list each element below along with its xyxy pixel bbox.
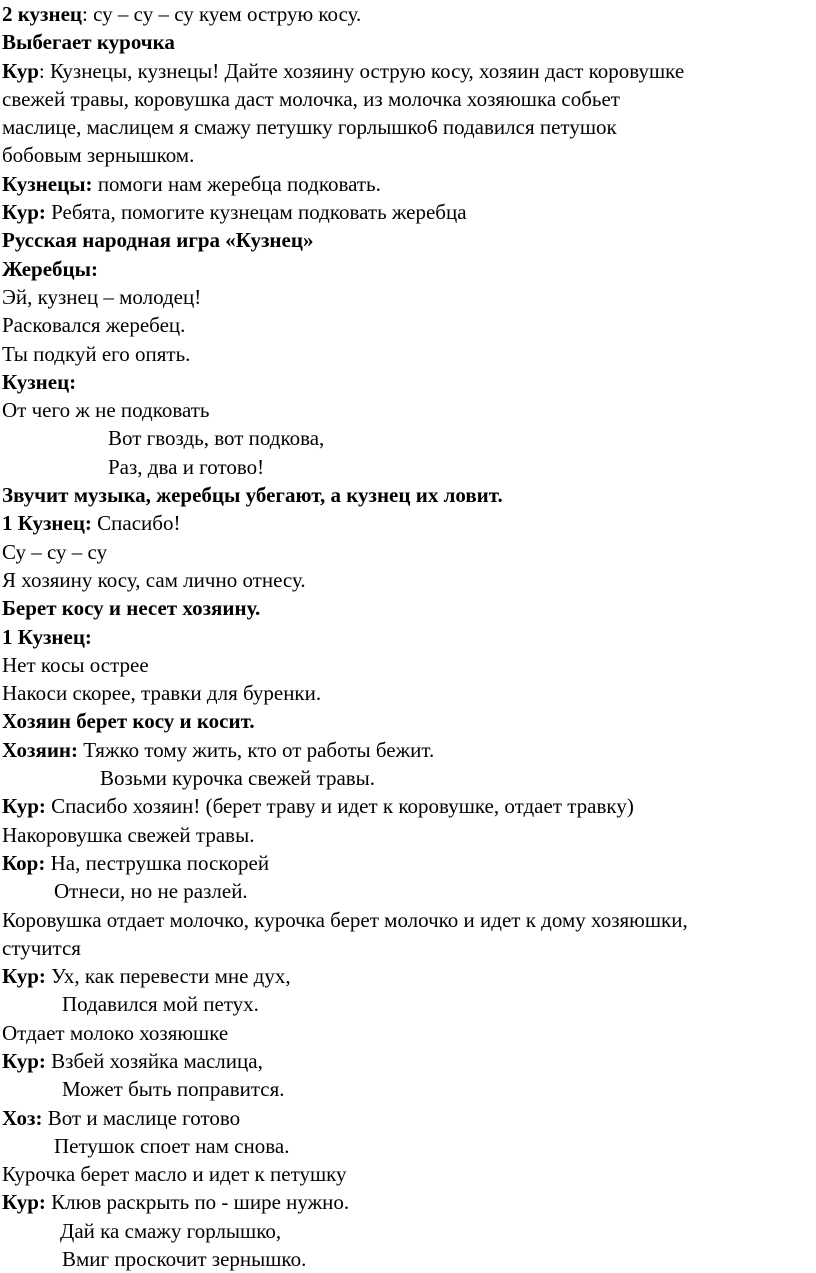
speaker-label: Кор: — [2, 850, 46, 875]
speaker-label: Хозяин: — [2, 737, 79, 762]
line-19 — [2, 509, 814, 537]
line-1 — [2, 0, 814, 28]
verse-line-indented: Возьми курочка свежей травы. — [100, 766, 376, 791]
line-3 — [2, 57, 814, 85]
speaker-label: Кур — [2, 58, 39, 83]
line-text: Накоровушка свежей травы. — [2, 822, 255, 847]
line-7 — [2, 170, 814, 198]
line-text: : Кузнецы, кузнецы! Дайте хозяину острую косу, хозяин даст коровушке — [38, 58, 685, 83]
line-text: Отдает молоко хозяюшке — [2, 1020, 229, 1045]
verse-line-indented: Отнеси, но не разлей. — [54, 879, 248, 904]
line-text: Тяжко тому жить, кто от работы бежит. — [78, 737, 435, 762]
line-8 — [2, 198, 814, 226]
speaker-label: 2 кузнец — [2, 2, 83, 26]
verse-line: Расковался жеребец. — [2, 313, 186, 338]
line-text: свежей травы, коровушка даст молочка, из молочка хозяюшка собьет — [2, 86, 620, 111]
speaker-label: Кур: — [2, 794, 46, 819]
line-text: Взбей хозяйка маслица, — [45, 1048, 263, 1073]
speaker-heading: Кузнец: — [2, 369, 77, 394]
verse-line-indented: Вот гвоздь, вот подкова, — [108, 426, 325, 451]
line-text: : су – су – су куем острую косу. — [82, 2, 362, 26]
verse-line-indented: Вмиг проскочит зернышко. — [62, 1247, 307, 1272]
line-text: Спасибо хозяин! (берет траву и идет к коровушке, отдает травку) — [45, 794, 634, 819]
speaker-label: Кур: — [2, 1190, 46, 1215]
line-text: Спасибо! — [91, 511, 181, 536]
speaker-label: Кузнецы: — [2, 171, 93, 196]
verse-line: Нет косы острее — [2, 652, 149, 677]
line-text: бобовым зернышком. — [2, 143, 195, 168]
line-text: Коровушка отдает молочко, курочка берет молочко и идет к дому хозяюшки, — [2, 907, 688, 932]
line-40 — [2, 1104, 814, 1132]
stage-direction: Берет косу и несет хозяину. — [2, 596, 261, 621]
line-text: Вот и маслице готово — [42, 1105, 241, 1130]
verse-line: Эй, кузнец – молодец! — [2, 284, 202, 309]
speaker-label: 1 Кузнец: — [2, 511, 92, 536]
verse-line: Ты подкуй его опять. — [2, 341, 191, 366]
line-43 — [2, 1188, 814, 1216]
verse-line-indented: Подавился мой петух. — [62, 992, 259, 1017]
line-text: помоги нам жеребца подковать. — [92, 171, 381, 196]
verse-line-indented: Раз, два и готово! — [108, 454, 265, 479]
line-text: Ух, как перевести мне дух, — [45, 964, 291, 989]
line-text: Курочка берет масло и идет к петушку — [2, 1162, 347, 1187]
verse-line: От чего ж не подковать — [2, 398, 210, 423]
stage-direction: Звучит музыка, жеребцы убегают, а кузнец их ловит. — [2, 483, 503, 508]
line-text: стучится — [2, 935, 81, 960]
speaker-label: Кур: — [2, 1048, 46, 1073]
line-29 — [2, 792, 814, 820]
line-31 — [2, 849, 814, 877]
line-27 — [2, 736, 814, 764]
verse-line: Я хозяину косу, сам лично отнесу. — [2, 567, 306, 592]
line-35 — [2, 962, 814, 990]
line-38 — [2, 1047, 814, 1075]
line-text: Клюв раскрыть по - шире нужно. — [45, 1190, 350, 1215]
speaker-heading: 1 Кузнец: — [2, 624, 92, 649]
verse-line-indented: Петушок споет нам снова. — [54, 1133, 290, 1158]
document-page — [2, 0, 814, 1273]
speaker-label: Кур: — [2, 200, 46, 225]
verse-line-indented: Может быть поправится. — [62, 1077, 285, 1102]
line-text: На, пеструшка поскорей — [45, 850, 270, 875]
speaker-label: Кур: — [2, 964, 46, 989]
speaker-heading: Жеребцы: — [2, 256, 99, 281]
section-heading: Русская народная игра «Кузнец» — [2, 228, 314, 253]
line-text: Ребята, помогите кузнецам подковать жеребца — [45, 200, 467, 225]
line-text: маслице, маслицем я смажу петушку горлышко6 подавился петушок — [2, 115, 617, 140]
verse-line: Су – су – су — [2, 539, 108, 564]
stage-direction: Хозяин берет косу и косит. — [2, 709, 255, 734]
speaker-label: Хоз: — [2, 1105, 43, 1130]
verse-line-indented: Дай ка смажу горлышко, — [60, 1218, 282, 1243]
stage-direction: Выбегает курочка — [2, 30, 175, 55]
verse-line: Накоси скорее, травки для буренки. — [2, 681, 322, 706]
